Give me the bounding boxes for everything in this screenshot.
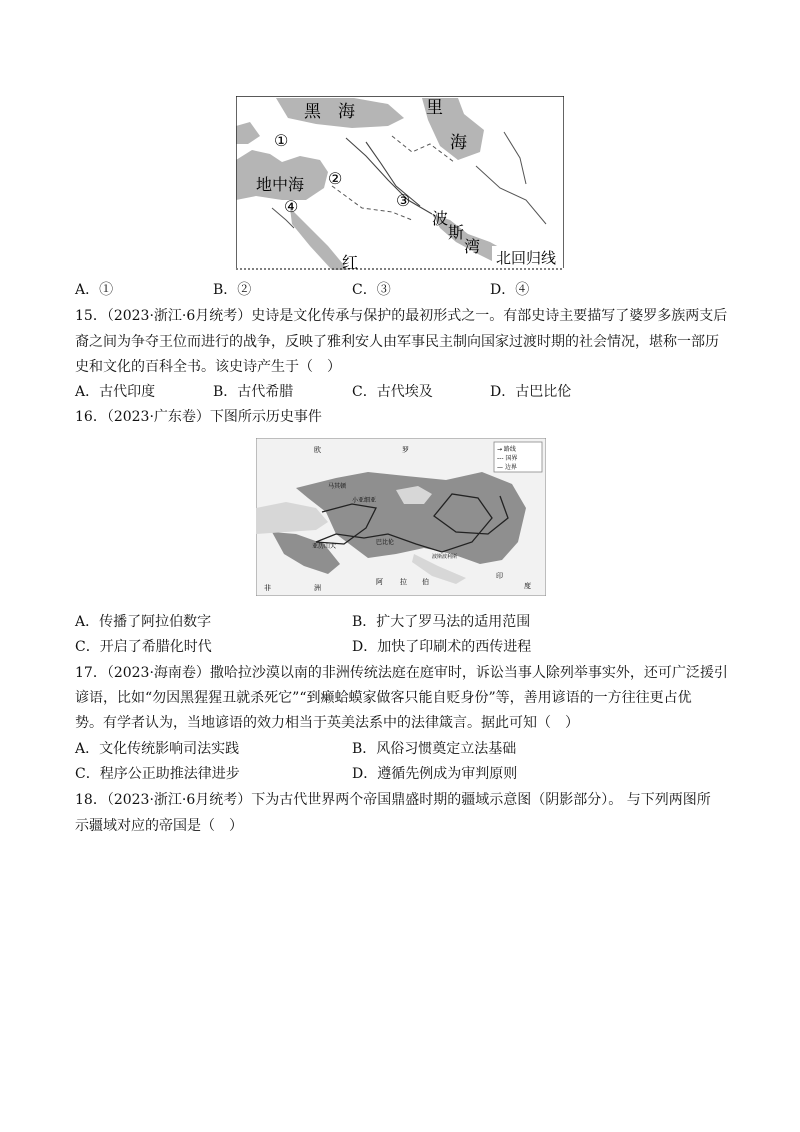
map2-label-babylon: 巴比伦 bbox=[376, 539, 395, 546]
q17-option-b[interactable]: B．风俗习惯奠定立法基础 bbox=[352, 741, 517, 757]
label-persian-1: 波 bbox=[432, 209, 449, 228]
q15-stem-line-3: 史和文化的百科全书。该史诗产生于（ ） bbox=[75, 359, 341, 375]
map2-label-ou: 欧 bbox=[314, 446, 321, 454]
map2-label-persepolis: 波斯波利斯 bbox=[432, 554, 458, 560]
q16-option-d[interactable]: D．加快了印刷术的西传进程 bbox=[352, 639, 532, 655]
map2-label-du: 度 bbox=[524, 582, 531, 590]
q15-option-d[interactable]: D．古巴比伦 bbox=[490, 384, 572, 400]
middle-east-map bbox=[236, 96, 564, 270]
legend-boundary: — 边界 bbox=[497, 464, 517, 471]
q18-stem-line-2: 示疆域对应的帝国是（ ） bbox=[75, 818, 243, 834]
q16-option-b[interactable]: B．扩大了罗马法的适用范围 bbox=[352, 614, 531, 630]
q17-option-d[interactable]: D．遵循先例成为审判原则 bbox=[352, 766, 518, 782]
q18-stem-line-1: 18．（2023·浙江·6月统考）下为古代世界两个帝国鼎盛时期的疆域示意图（阴影部分）。 与下列两图所 bbox=[75, 792, 711, 808]
q15-option-c[interactable]: C．古代埃及 bbox=[352, 384, 433, 400]
map2-label-zhou: 洲 bbox=[314, 584, 321, 592]
label-black-sea: 黑 海 bbox=[304, 102, 355, 122]
marker-3: ③ bbox=[396, 191, 411, 210]
marker-2: ② bbox=[328, 169, 343, 188]
q17-option-c[interactable]: C．程序公正助推法律进步 bbox=[75, 766, 240, 782]
label-mediterranean: 地中海 bbox=[256, 175, 305, 194]
q16-stem: 16．（2023·广东卷）下图所示历史事件 bbox=[75, 409, 322, 425]
q17-stem-line-1: 17．（2023·海南卷）撒哈拉沙漠以南的非洲传统法庭在庭审时，诉讼当事人除列举事实外，还可广泛援引 bbox=[75, 665, 728, 681]
map2-label-a: 阿 bbox=[376, 578, 383, 586]
label-persian-2: 斯 bbox=[448, 223, 465, 242]
marker-4: ④ bbox=[284, 197, 299, 216]
q16-option-a[interactable]: A．传播了阿拉伯数字 bbox=[75, 614, 212, 630]
label-caspian-1: 里 bbox=[426, 98, 443, 118]
q17-stem-line-2: 谚语，比如“勿因黑猩猩丑就杀死它”“到癞蛤蟆家做客只能自贬身份”等，善用谚语的一方往往更占优 bbox=[75, 690, 692, 706]
q16-option-c[interactable]: C．开启了希腊化时代 bbox=[75, 639, 212, 655]
q14-option-d[interactable]: D．④ bbox=[490, 282, 530, 298]
map2-label-asia-minor: 小亚细亚 bbox=[352, 497, 377, 504]
label-persian-3: 湾 bbox=[464, 237, 481, 256]
label-red-sea: 红 bbox=[342, 253, 359, 270]
marker-1: ① bbox=[274, 131, 289, 150]
map2-label-alexandria: 亚历山大 bbox=[312, 543, 337, 550]
q14-option-b[interactable]: B．② bbox=[213, 282, 252, 298]
legend-border: --- 国界 bbox=[497, 455, 518, 462]
map2-label-luo: 罗 bbox=[402, 446, 409, 454]
map2-label-macedonia: 马其顿 bbox=[328, 483, 347, 490]
label-tropic: 北回归线 bbox=[496, 249, 557, 267]
map2-label-la: 拉 bbox=[400, 578, 407, 586]
map2-label-yin: 印 bbox=[496, 572, 503, 580]
q15-option-b[interactable]: B．古代希腊 bbox=[213, 384, 294, 400]
q17-option-a[interactable]: A．文化传统影响司法实践 bbox=[75, 741, 240, 757]
label-caspian-2: 海 bbox=[450, 133, 467, 153]
map2-label-bo: 伯 bbox=[422, 578, 429, 586]
q14-option-a[interactable]: A．① bbox=[75, 282, 114, 298]
q15-stem-line-1: 15．（2023·浙江·6月统考）史诗是文化传承与保护的最初形式之一。有部史诗主要描写了婆罗多族两支后 bbox=[75, 308, 728, 324]
alexander-campaign-map bbox=[256, 438, 546, 596]
legend-route: → 路线 bbox=[497, 446, 516, 453]
q14-option-c[interactable]: C．③ bbox=[352, 282, 391, 298]
q17-stem-line-3: 势。有学者认为，当地谚语的效力相当于英美法系中的法律箴言。据此可知（ ） bbox=[75, 715, 579, 731]
map2-label-fei: 非 bbox=[264, 584, 271, 592]
q15-option-a[interactable]: A．古代印度 bbox=[75, 384, 156, 400]
q15-stem-line-2: 裔之间为争夺王位而进行的战争，反映了雅利安人由军事民主制向国家过渡时期的社会情况，堪称一部历 bbox=[75, 334, 719, 350]
